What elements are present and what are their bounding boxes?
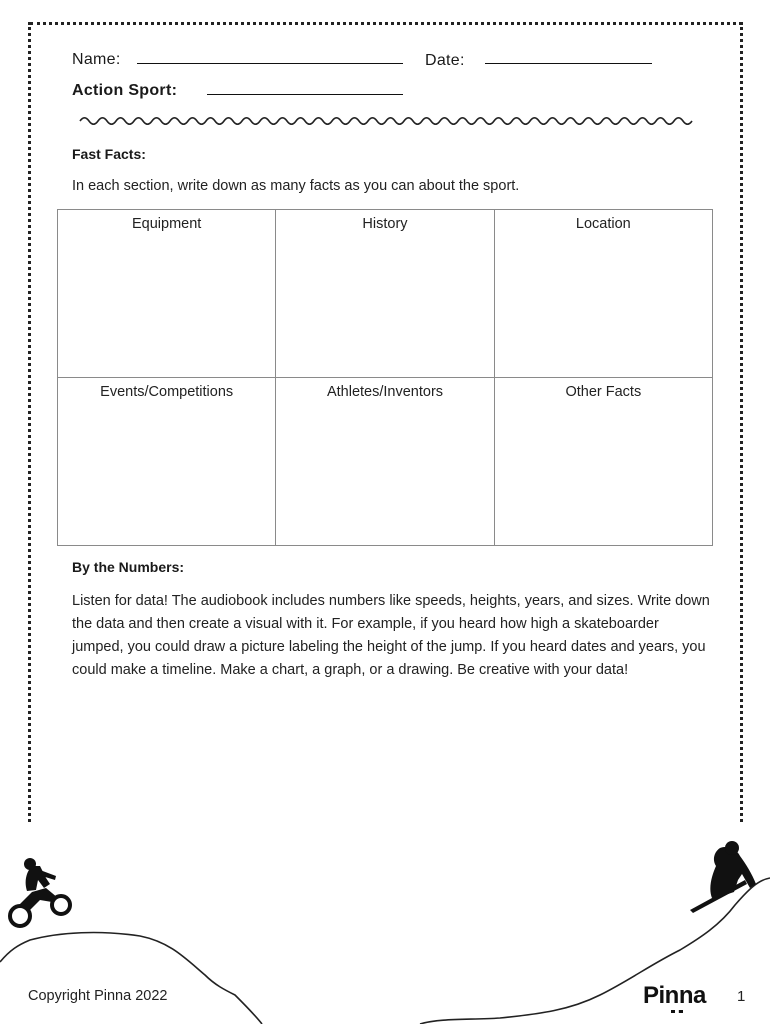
location-cell[interactable]: Location bbox=[494, 210, 712, 378]
by-the-numbers-heading: By the Numbers: bbox=[72, 559, 185, 575]
fast-facts-heading: Fast Facts: bbox=[72, 146, 146, 162]
dirt-bike-rider-icon bbox=[10, 858, 70, 926]
equipment-cell[interactable]: Equipment bbox=[58, 210, 276, 378]
pinna-logo-dots bbox=[671, 1010, 683, 1017]
history-cell[interactable]: History bbox=[276, 210, 494, 378]
page-number: 1 bbox=[737, 988, 746, 1005]
action-sport-label: Action Sport: bbox=[72, 82, 178, 99]
pinna-logo: Pinna bbox=[643, 982, 706, 1009]
other-facts-cell[interactable]: Other Facts bbox=[494, 378, 712, 546]
events-competitions-cell[interactable]: Events/Competitions bbox=[58, 378, 276, 546]
date-label: Date: bbox=[425, 52, 465, 69]
athletes-inventors-cell[interactable]: Athletes/Inventors bbox=[276, 378, 494, 546]
snowboarder-icon bbox=[690, 841, 756, 913]
by-the-numbers-paragraph: Listen for data! The audiobook includes numbers like speeds, heights, years, and sizes. Write down the data and then create a visual with it. For example, if you heard how high a skateboarder jumped, you could draw a picture labeling the height of the jump. If you heard dates and years, you could make a timeline. Make a chart, a graph, or a drawing. Be creative with your data! bbox=[72, 593, 710, 678]
name-label: Name: bbox=[72, 51, 121, 68]
copyright-text: Copyright Pinna 2022 bbox=[28, 988, 168, 1004]
fast-facts-instruction: In each section, write down as many facts as you can about the sport. bbox=[72, 178, 520, 194]
